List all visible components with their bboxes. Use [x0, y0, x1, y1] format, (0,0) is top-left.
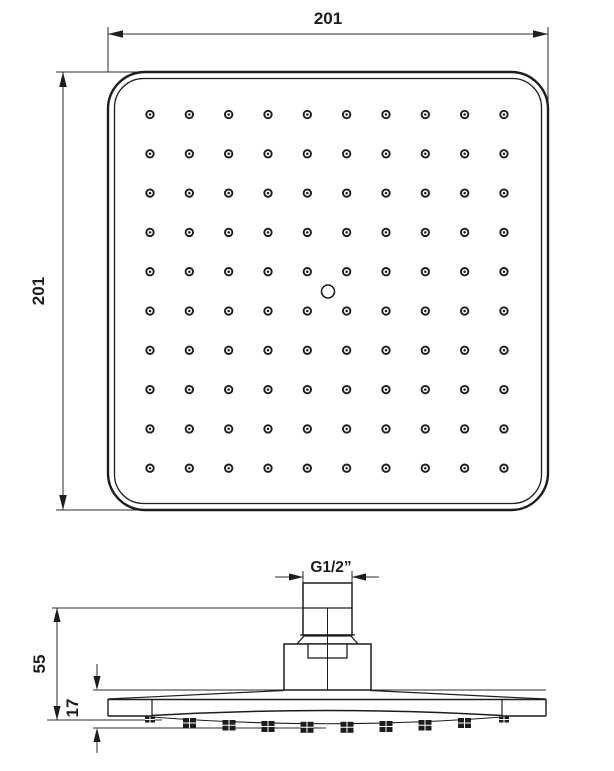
nozzle-dot — [345, 310, 348, 313]
nozzle-dot — [267, 192, 270, 195]
nozzle-dot — [227, 428, 230, 431]
nozzle-dot — [424, 192, 427, 195]
nozzle-dot — [188, 349, 191, 352]
nozzle-dot — [503, 388, 506, 391]
nozzle-dot — [227, 349, 230, 352]
nozzle-dot — [503, 428, 506, 431]
arrowhead-down — [53, 706, 60, 720]
arrowhead-up — [53, 608, 60, 622]
nozzle-dot — [463, 192, 466, 195]
nozzle-dot — [149, 310, 152, 313]
nozzle-dot — [385, 113, 388, 116]
nozzle-dot — [227, 113, 230, 116]
dim-label-total-height: 55 — [30, 654, 49, 674]
dim-label-thread: G1/2” — [310, 559, 352, 576]
arrowhead-left — [352, 573, 366, 580]
arrowhead-left — [108, 30, 123, 38]
dim-total-height — [47, 608, 303, 720]
nozzle-dot — [385, 231, 388, 234]
nozzle-dot — [227, 231, 230, 234]
nozzle-dot — [267, 467, 270, 470]
nozzle-dot — [463, 467, 466, 470]
nozzle-dot — [149, 113, 152, 116]
nozzle-dot — [188, 153, 191, 156]
nozzle-dot — [503, 310, 506, 313]
nozzle-dot — [385, 310, 388, 313]
top-view — [29, 9, 548, 510]
side-view — [30, 559, 546, 753]
nozzle-dot — [424, 231, 427, 234]
nozzle-dot — [227, 270, 230, 273]
nozzle-dot — [267, 113, 270, 116]
nozzle-dot — [188, 270, 191, 273]
nozzle-dot — [424, 467, 427, 470]
nozzle-dot — [463, 428, 466, 431]
nozzle-dot — [385, 428, 388, 431]
head-profile — [108, 691, 546, 724]
nozzle-dot — [385, 192, 388, 195]
nozzle-dot — [345, 153, 348, 156]
nozzle-dot — [385, 153, 388, 156]
nozzle-dot — [306, 192, 309, 195]
nozzle-dot — [385, 270, 388, 273]
dim-label-top-width: 201 — [313, 9, 343, 28]
arrowhead-down — [59, 495, 67, 510]
nozzle-dot — [306, 270, 309, 273]
nozzle-dot — [227, 153, 230, 156]
nozzle-dot — [267, 270, 270, 273]
nozzle-dot — [345, 270, 348, 273]
nozzle-dot — [345, 388, 348, 391]
arrowhead-up — [59, 72, 67, 87]
nozzle-dot — [385, 388, 388, 391]
center-hole — [322, 285, 335, 298]
nozzle-dot — [306, 388, 309, 391]
arrowhead-right — [533, 30, 548, 38]
nozzle-dot — [267, 349, 270, 352]
nozzle-dot — [149, 153, 152, 156]
spray-face-inner-arc — [152, 711, 502, 716]
nozzle-dot — [463, 153, 466, 156]
nozzle-dot — [227, 388, 230, 391]
nozzle-dot — [267, 388, 270, 391]
nozzle-dot — [503, 231, 506, 234]
nozzle-dot — [306, 467, 309, 470]
nozzle-dot — [463, 270, 466, 273]
nozzle-dot — [463, 349, 466, 352]
nozzle-dot — [188, 192, 191, 195]
arrowhead-up — [93, 728, 100, 742]
nozzle-dot — [503, 270, 506, 273]
nozzle-dot — [345, 231, 348, 234]
nozzle-dot — [463, 310, 466, 313]
nozzle-dot — [267, 310, 270, 313]
nozzle-dot — [188, 428, 191, 431]
spray-face-outer-arc — [152, 717, 502, 724]
nozzle-dot — [503, 153, 506, 156]
nozzle-dot — [267, 428, 270, 431]
nozzle-dot — [267, 231, 270, 234]
nozzle-dot — [385, 467, 388, 470]
nozzle-dot — [345, 428, 348, 431]
nozzle-dot — [463, 388, 466, 391]
nozzle-dot — [227, 310, 230, 313]
nozzle-dot — [424, 113, 427, 116]
nozzle-dot — [306, 310, 309, 313]
nozzle-dot — [503, 192, 506, 195]
mounting-base — [284, 608, 371, 690]
nozzle-dot — [188, 388, 191, 391]
top-chamfer-right — [370, 691, 546, 700]
nozzle-dot — [188, 467, 191, 470]
arrowhead-down — [93, 676, 100, 690]
arrowhead-right — [289, 573, 303, 580]
nozzle-dot — [424, 428, 427, 431]
nozzle-dot — [149, 388, 152, 391]
nozzle-dot — [424, 310, 427, 313]
nozzle-dot — [149, 192, 152, 195]
nozzle-dot — [424, 388, 427, 391]
nozzle-dot — [306, 113, 309, 116]
nozzle-dot — [345, 192, 348, 195]
nozzle-dot — [188, 310, 191, 313]
nozzle-dot — [424, 349, 427, 352]
nozzle-dot — [463, 113, 466, 116]
nozzle-dot — [188, 231, 191, 234]
nozzle-dot — [149, 467, 152, 470]
nozzle-dot — [463, 231, 466, 234]
nozzle-dot — [267, 153, 270, 156]
nozzle-dot — [149, 349, 152, 352]
dim-label-head-thickness: 17 — [63, 698, 82, 718]
nozzle-dot — [306, 349, 309, 352]
nozzle-dot — [149, 270, 152, 273]
dim-label-left-height: 201 — [29, 276, 48, 306]
nozzle-dot — [188, 113, 191, 116]
nozzle-dot — [306, 231, 309, 234]
nozzle-dot — [345, 113, 348, 116]
nozzle-dot — [306, 428, 309, 431]
nozzle-dot — [424, 153, 427, 156]
top-chamfer-left — [108, 691, 284, 700]
nozzle-dot — [345, 349, 348, 352]
nozzle-dot — [503, 467, 506, 470]
nozzle-dot — [227, 467, 230, 470]
nozzle-dot — [306, 153, 309, 156]
nozzle-dot — [149, 231, 152, 234]
nozzle-dot — [424, 270, 427, 273]
nozzle-dot — [503, 113, 506, 116]
side-nozzle-row — [145, 717, 509, 733]
nozzle-dot — [503, 349, 506, 352]
nozzle-dot — [149, 428, 152, 431]
nozzle-dot — [345, 467, 348, 470]
nozzle-dot — [385, 349, 388, 352]
nozzle-dot — [227, 192, 230, 195]
